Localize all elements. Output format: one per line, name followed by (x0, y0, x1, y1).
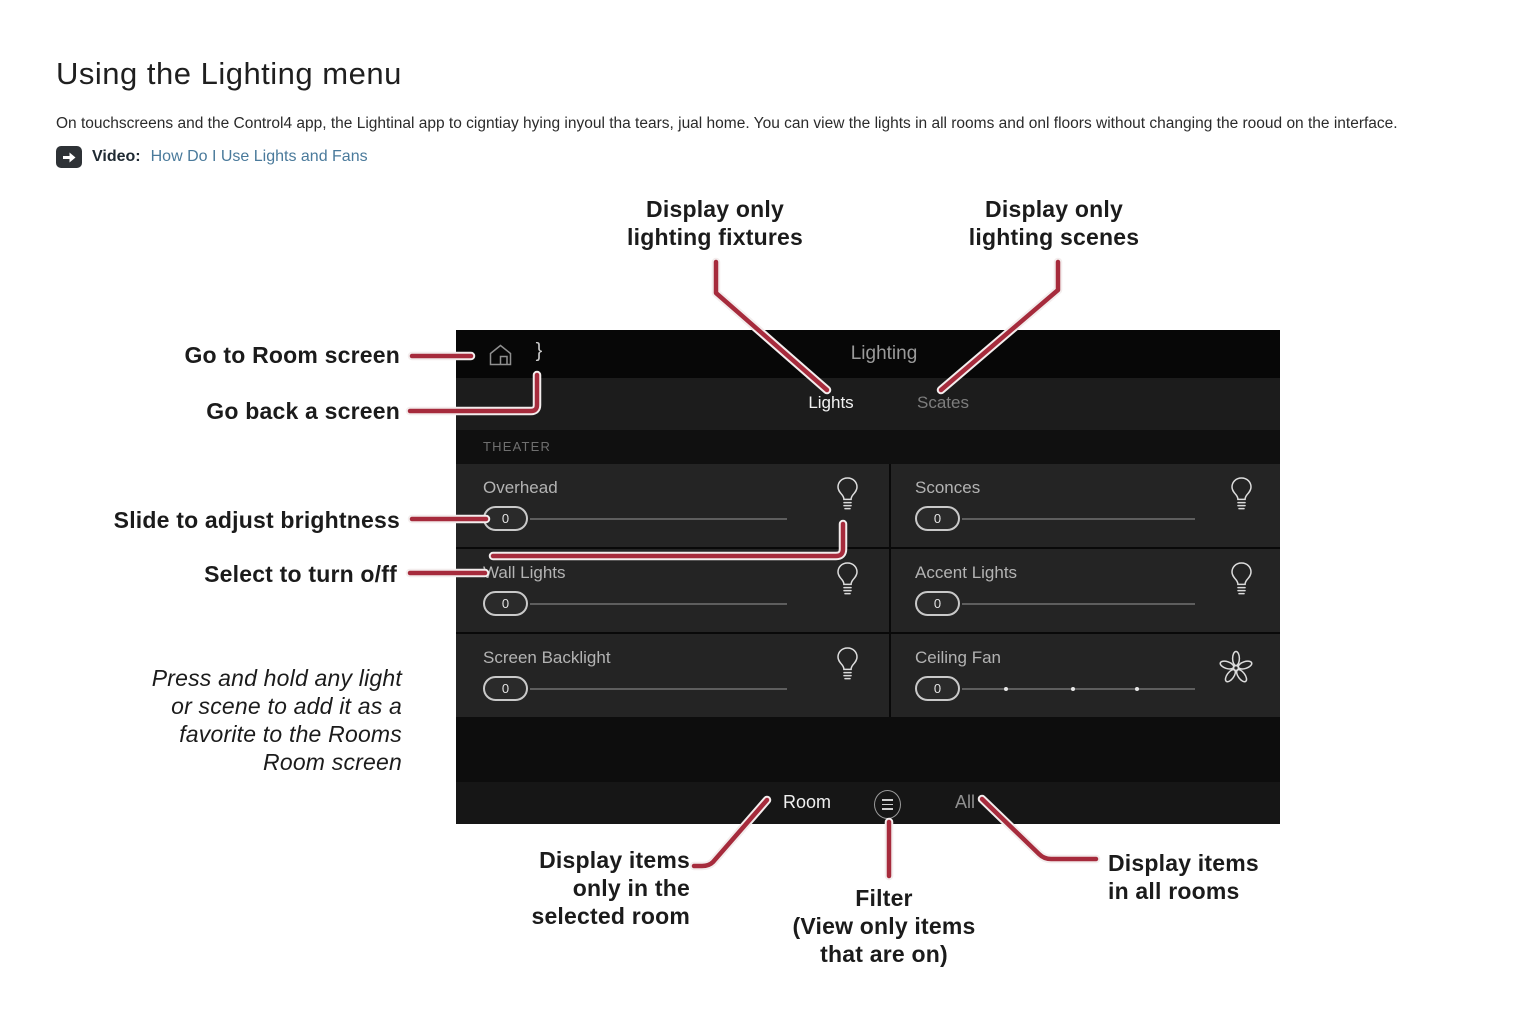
callout-filter-note: Filter (View only items that are on) (792, 885, 976, 967)
lighting-tabs (456, 378, 1280, 430)
slider-handle[interactable]: 0 (483, 591, 528, 616)
tab-scenes[interactable]: Scates (917, 393, 969, 412)
fan-tile-ceiling-fan[interactable] (891, 634, 1280, 717)
room-scope-bar (456, 782, 1280, 824)
light-tile-wall-lights[interactable] (456, 549, 889, 632)
light-name: Accent Lights (915, 563, 1018, 582)
brightness-slider[interactable] (483, 506, 889, 531)
callout-go-back: Go back a screen (206, 398, 400, 424)
callout-press-hold: Press and hold any light or scene to add it as a favorite to the Rooms Room screen (151, 665, 402, 775)
callout-display-scenes: Display only lighting scenes (968, 196, 1140, 250)
callout-items-selected-room: Display items only in the selected room (531, 847, 690, 929)
callout-items-all-rooms: Display items in all rooms (1108, 850, 1259, 904)
light-tile-accent-lights[interactable] (891, 549, 1280, 632)
slider-track[interactable] (962, 603, 1195, 605)
brightness-slider[interactable] (483, 676, 889, 701)
slider-handle[interactable]: 0 (915, 506, 960, 531)
video-play-icon (56, 146, 82, 168)
slider-track[interactable] (530, 518, 787, 520)
speed-tick (1071, 687, 1075, 691)
slider-handle[interactable]: 0 (483, 676, 528, 701)
video-link[interactable]: How Do I Use Lights and Fans (150, 148, 368, 165)
home-icon[interactable] (487, 343, 514, 367)
speed-tick (1135, 687, 1139, 691)
scope-room-button[interactable]: Room (782, 792, 831, 812)
video-label: Video: (92, 148, 141, 165)
slider-track[interactable] (530, 688, 787, 690)
light-tile-overhead[interactable] (456, 464, 889, 547)
bulb-icon[interactable] (835, 561, 860, 602)
callout-go-to-room: Go to Room screen (184, 342, 400, 368)
callout-display-fixtures: Display only lighting fixtures (627, 196, 803, 250)
light-name: Wall Lights (483, 563, 566, 582)
light-name: Overhead (483, 478, 558, 497)
brightness-slider[interactable] (915, 591, 1280, 616)
room-section-header (456, 430, 1280, 464)
room-section-label: THEATER (483, 439, 552, 454)
fan-name: Ceiling Fan (915, 648, 1001, 667)
callout-select-onoff: Select to turn o/ff (204, 561, 397, 587)
slider-handle[interactable]: 0 (915, 591, 960, 616)
light-grid (456, 464, 1280, 717)
lighting-screen (456, 330, 1280, 824)
fan-icon[interactable] (1218, 650, 1254, 691)
slider-handle[interactable]: 0 (483, 506, 528, 531)
back-icon[interactable]: } (535, 340, 543, 362)
scope-all-button[interactable]: All (954, 792, 975, 812)
callout-slide-brightness: Slide to adjust brightness (113, 507, 400, 533)
brightness-slider[interactable] (483, 591, 889, 616)
bulb-icon[interactable] (1229, 561, 1254, 602)
bulb-icon[interactable] (835, 646, 860, 687)
bulb-icon[interactable] (1229, 476, 1254, 517)
screen-title: Lighting (850, 343, 918, 364)
video-row (56, 146, 368, 168)
slider-track[interactable] (962, 688, 1195, 690)
filter-icon[interactable] (874, 790, 901, 819)
bulb-icon[interactable] (835, 476, 860, 517)
slider-handle[interactable]: 0 (915, 676, 960, 701)
light-name: Sconces (915, 478, 981, 497)
slider-track[interactable] (962, 518, 1195, 520)
brightness-slider[interactable] (915, 506, 1280, 531)
slider-track[interactable] (530, 603, 787, 605)
lighting-header (456, 330, 1280, 378)
tab-lights[interactable]: Lights (808, 393, 854, 412)
speed-tick (1004, 687, 1008, 691)
light-tile-sconces[interactable] (891, 464, 1280, 547)
light-name: Screen Backlight (483, 648, 611, 667)
light-tile-screen-backlight[interactable] (456, 634, 889, 717)
empty-strip (456, 717, 1280, 782)
page-title: Using the Lighting menu (56, 56, 402, 91)
intro-paragraph: On touchscreens and the Control4 app, the Lightinal app to cigntiay hying inyoul tha tears, jual home. You can view the lights in all rooms and onl floors without changing the rooud on the interface. (56, 115, 1398, 132)
